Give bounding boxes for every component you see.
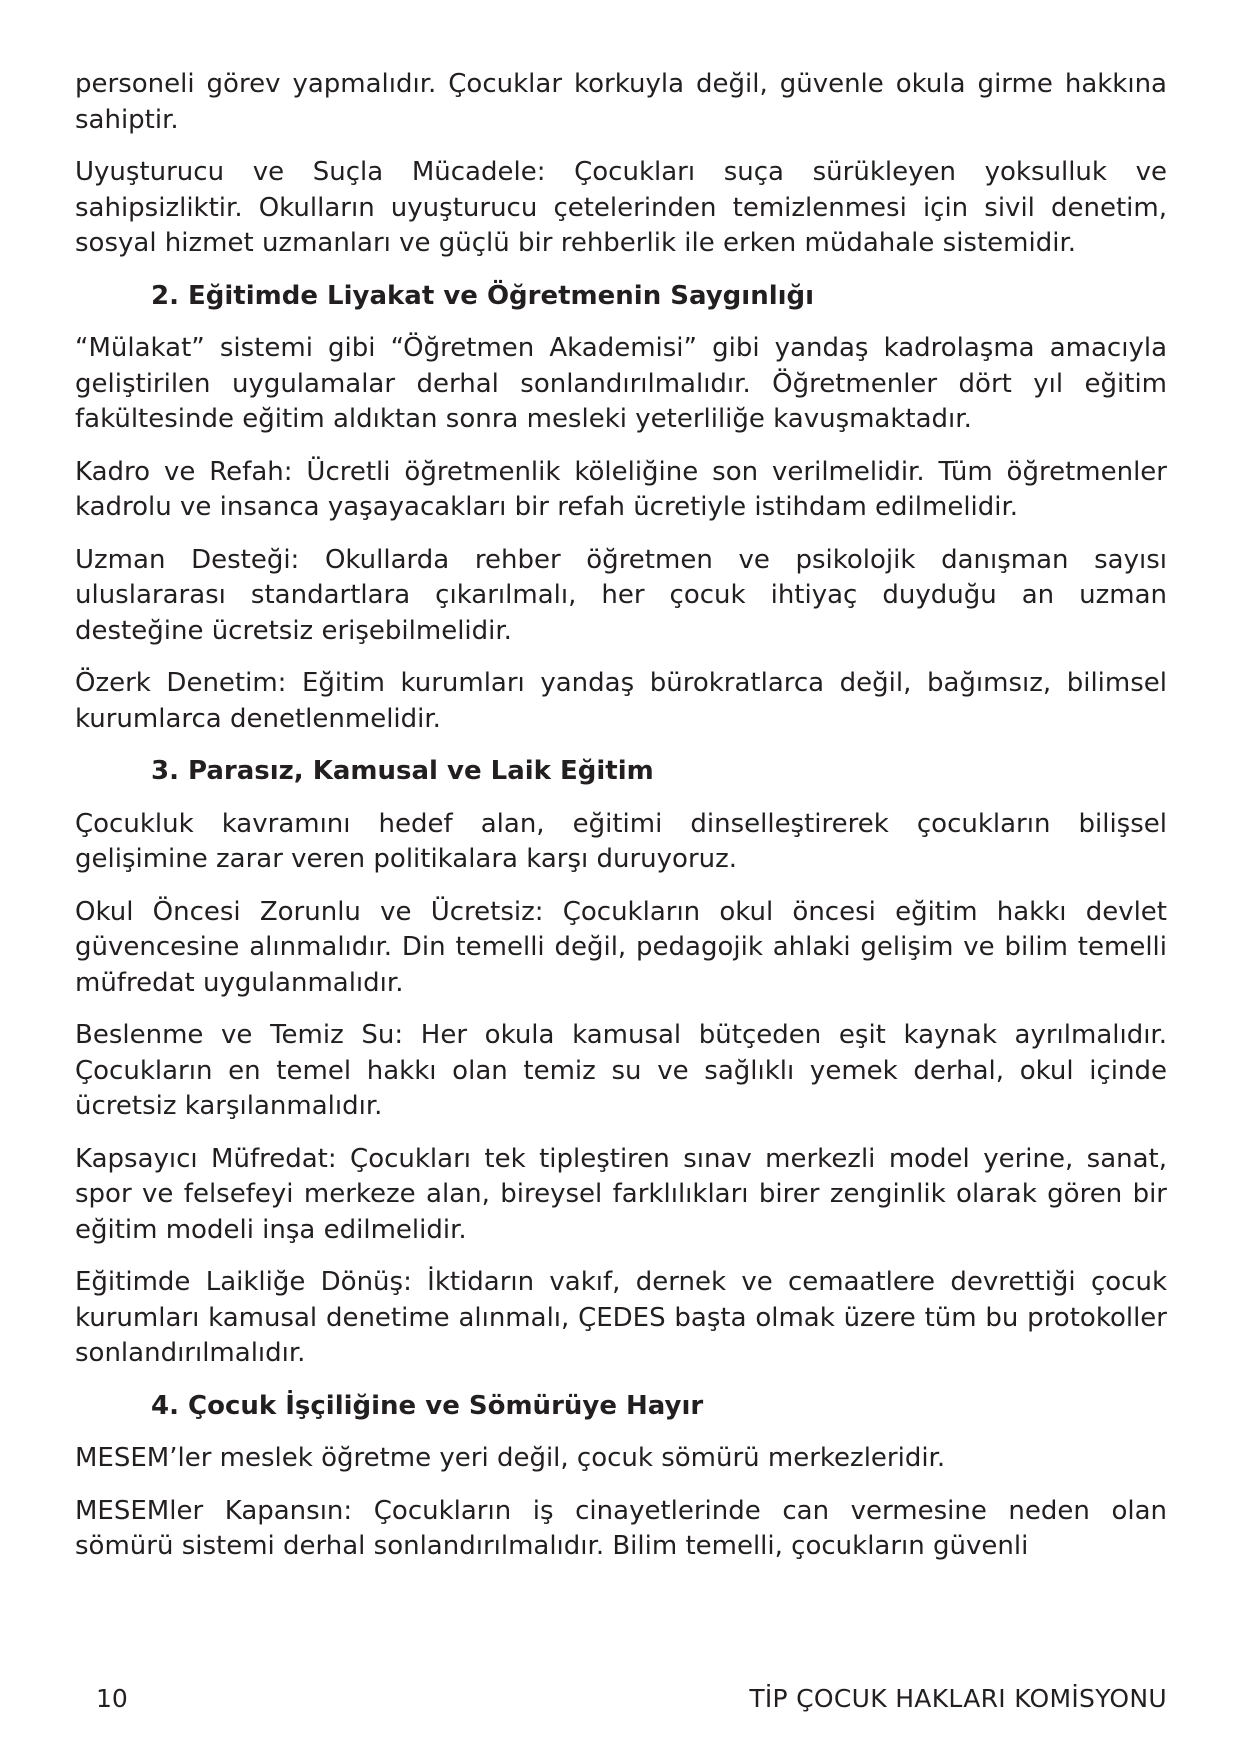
- paragraph: Özerk Denetim: Eğitim kurumları yandaş bürokratlarca değil, bağımsız, bilimsel kurumlarca denetlenmelidir.: [75, 668, 1167, 734]
- section-heading: 3. Parasız, Kamusal ve Laik Eğitim: [151, 756, 654, 786]
- page-number: 10: [96, 1684, 128, 1713]
- paragraph: Okul Öncesi Zorunlu ve Ücretsiz: Çocukların okul öncesi eğitim hakkı devlet güvencesine alınmalıdır. Din temelli değil, pedagojik ahlaki gelişim ve bilim temelli müfredat uygulanmalıdır.: [75, 896, 1167, 998]
- section-heading: 4. Çocuk İşçiliğine ve Sömürüye Hayır: [151, 1390, 704, 1421]
- paragraph: personeli görev yapmalıdır. Çocuklar korkuyla değil, güvenle okula girme hakkına sahiptir.: [75, 69, 1167, 135]
- paragraph: Kapsayıcı Müfredat: Çocukları tek tipleştiren sınav merkezli model yerine, sanat, spor ve felsefeyi merkeze alan, bireysel farklılıkları birer zenginlik olarak gören bir eğitim modeli inşa edilmelidir.: [75, 1143, 1167, 1245]
- footer-title: TİP ÇOCUK HAKLARI KOMİSYONU: [749, 1684, 1167, 1713]
- paragraph: MESEMler Kapansın: Çocukların iş cinayetlerinde can vermesine neden olan sömürü sistemi derhal sonlandırılmalıdır. Bilim temelli, çocukların güvenli: [75, 1495, 1167, 1561]
- paragraph: MESEM’ler meslek öğretme yeri değil, çocuk sömürü merkezleridir.: [75, 1443, 946, 1473]
- paragraph: Kadro ve Refah: Ücretli öğretmenlik köleliğine son verilmelidir. Tüm öğretmenler kadrolu ve insanca yaşayacakları bir refah ücretiyle istihdam edilmelidir.: [75, 456, 1167, 522]
- paragraph: “Mülakat” sistemi gibi “Öğretmen Akademisi” gibi yandaş kadrolaşma amacıyla geliştirilen uygulamalar derhal sonlandırılmalıdır. Öğretmenler dört yıl eğitim fakültesinde eğitim aldıktan sonra mesleki yeterliliğe kavuşmaktadır.: [75, 333, 1167, 434]
- page-body: [75, 67, 1167, 1582]
- section-heading: 2. Eğitimde Liyakat ve Öğretmenin Saygınlığı: [151, 280, 815, 311]
- paragraph: Uyuşturucu ve Suçla Mücadele: Çocukları suça sürükleyen yoksulluk ve sahipsizliktir. Okulların uyuşturucu çetelerinden temizlenmesi için sivil denetim, sosyal hizmet uzmanları ve güçlü bir rehberlik ile erken müdahale sistemidir.: [75, 157, 1167, 258]
- paragraph: Çocukluk kavramını hedef alan, eğitimi dinselleştirerek çocukların bilişsel gelişimine zarar veren politikalara karşı duruyoruz.: [75, 808, 1167, 874]
- paragraph: Beslenme ve Temiz Su: Her okula kamusal bütçeden eşit kaynak ayrılmalıdır. Çocukların en temel hakkı olan temiz su ve sağlıklı yemek derhal, okul içinde ücretsiz karşılanmalıdır.: [75, 1020, 1167, 1121]
- paragraph: Eğitimde Laikliğe Dönüş: İktidarın vakıf, dernek ve cemaatlere devrettiği çocuk kurumları kamusal denetime alınmalı, ÇEDES başta olmak üzere tüm bu protokoller sonlandırılmalıdır.: [75, 1267, 1167, 1368]
- paragraph: Uzman Desteği: Okullarda rehber öğretmen ve psikolojik danışman sayısı uluslararası standartlara çıkarılmalı, her çocuk ihtiyaç duyduğu an uzman desteğine ücretsiz erişebilmelidir.: [75, 544, 1167, 646]
